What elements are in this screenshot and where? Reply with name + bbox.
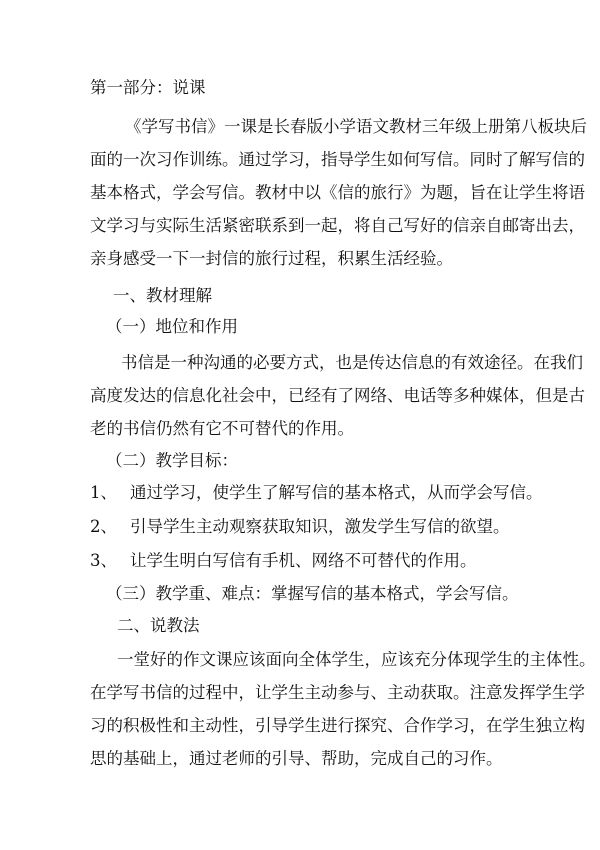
goal-number: 3、 <box>90 551 117 570</box>
goal-item <box>90 549 477 573</box>
body-line: 思的基础上，通过老师的引导、帮助，完成自己的习作。 <box>90 749 503 768</box>
part-title: 第一部分：说课 <box>90 78 206 97</box>
section-heading: 一、教材理解 <box>113 286 212 305</box>
section-heading: 二、说教法 <box>117 616 200 635</box>
intro-line: 亲身感受一下一封信的旅行过程，积累生活经验。 <box>90 249 453 268</box>
goal-item <box>90 481 543 505</box>
subsection-heading: （三）教学重、难点：掌握写信的基本格式，学会写信。 <box>106 584 519 603</box>
body-line: 书信是一种沟通的必要方式，也是传达信息的有效途径。在我们 <box>121 353 583 372</box>
intro-line: 基本格式，学会写信。教材中以《信的旅行》为题，旨在让学生将语 <box>90 183 585 202</box>
goal-number: 2、 <box>90 517 117 536</box>
goal-text: 让学生明白写信有手机、网络不可替代的作用。 <box>130 551 477 570</box>
goal-text: 通过学习，使学生了解写信的基本格式，从而学会写信。 <box>130 483 543 502</box>
goal-number: 1、 <box>90 483 117 502</box>
body-line: 高度发达的信息化社会中，已经有了网络、电话等多种媒体，但是古 <box>90 386 585 405</box>
body-line: 老的书信仍然有它不可替代的作用。 <box>90 419 354 438</box>
subsection-heading: （一）地位和作用 <box>106 317 238 336</box>
body-line: 在学写书信的过程中，让学生主动参与、主动获取。注意发挥学生学 <box>90 683 585 702</box>
subsection-heading: （二）教学目标： <box>106 451 238 470</box>
goal-item <box>90 515 510 539</box>
goal-text: 引导学生主动观察获取知识，激发学生写信的欲望。 <box>130 517 510 536</box>
body-line: 一堂好的作文课应该面向全体学生，应该充分体现学生的主体性。 <box>117 650 596 669</box>
intro-line: 面的一次习作训练。通过学习，指导学生如何写信。同时了解写信的 <box>90 150 585 169</box>
intro-line: 文学习与实际生活紧密联系到一起，将自己写好的信亲自邮寄出去， <box>90 216 585 235</box>
body-line: 习的积极性和主动性，引导学生进行探究、合作学习，在学生独立构 <box>90 716 585 735</box>
intro-line: 《学写书信》一课是长春版小学语文教材三年级上册第八板块后 <box>125 117 587 136</box>
